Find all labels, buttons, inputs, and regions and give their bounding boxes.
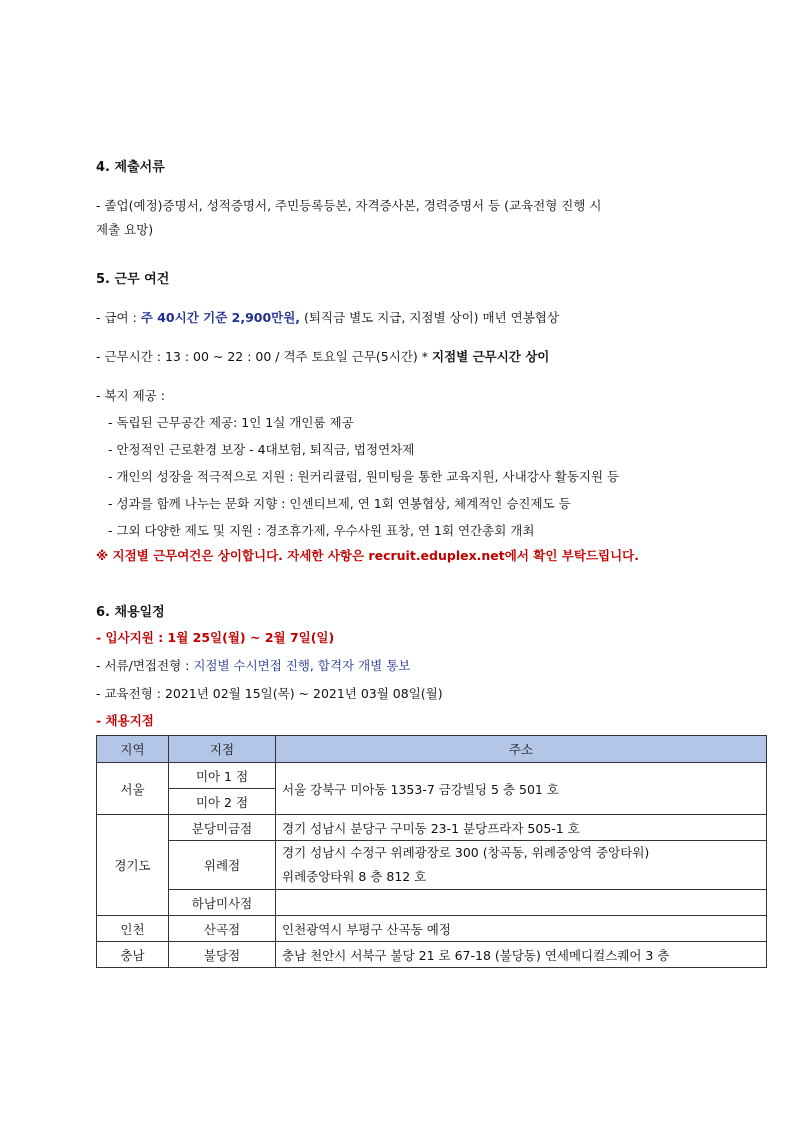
documents-line-2: 제출 요망) xyxy=(96,222,154,237)
work-conditions-notice: ※ 지점별 근무여건은 상이합니다. 자세한 사항은 recruit.eduplex.net에서 확인 부탁드립니다. xyxy=(96,548,639,563)
screening-prefix: - 서류/면접전형 : xyxy=(96,658,194,673)
address-line: 위례중앙타워 8 층 812 호 xyxy=(282,869,427,884)
table-row xyxy=(97,763,767,789)
branches-title: - 채용지점 xyxy=(96,713,154,728)
table-row xyxy=(97,890,767,916)
table-row xyxy=(97,916,767,942)
address-cell: 충남 천안시 서북구 불당 21 로 67-18 (불당동) 연세메디컬스퀘어 3 층 xyxy=(276,942,767,968)
pay-amount: 주 40시간 기준 2,900만원, xyxy=(140,310,301,325)
branch-cell: 분당미금점 xyxy=(169,815,276,841)
welfare-item: - 그외 다양한 제도 및 지원 : 경조휴가제, 우수사원 표창, 연 1회 연간총회 개최 xyxy=(108,523,535,538)
table-row xyxy=(97,815,767,841)
welfare-title: - 복지 제공 : xyxy=(96,388,165,403)
header-branch: 지점 xyxy=(169,736,276,763)
address-cell: 서울 강북구 미아동 1353-7 금강빌딩 5 층 501 호 xyxy=(276,763,767,815)
address-line: 경기 성남시 수정구 위례광장로 300 (창곡동, 위례중앙역 중앙타워) xyxy=(282,845,650,860)
pay-rest: (퇴직금 별도 지급, 지점별 상이) 매년 연봉협상 xyxy=(300,310,559,325)
branch-cell: 미아 2 점 xyxy=(169,789,276,815)
address-cell: 경기 성남시 분당구 구미동 23-1 분당프라자 505-1 호 xyxy=(276,815,767,841)
table-row xyxy=(97,841,767,890)
region-cell: 서울 xyxy=(97,763,169,815)
pay-line xyxy=(96,308,559,326)
address-cell xyxy=(276,841,767,890)
address-cell xyxy=(276,890,767,916)
table-header-row xyxy=(97,736,767,763)
screening-detail: 지점별 수시면접 진행, 합격자 개별 통보 xyxy=(193,658,411,673)
region-cell: 충남 xyxy=(97,942,169,968)
branches-table xyxy=(96,735,767,968)
region-cell: 인천 xyxy=(97,916,169,942)
hours-line xyxy=(96,347,549,365)
welfare-item: - 성과를 함께 나누는 문화 지향 : 인센티브제, 연 1회 연봉협상, 체계적인 승진제도 등 xyxy=(108,496,571,511)
documents-line-1: - 졸업(예정)증명서, 성적증명서, 주민등록등본, 자격증사본, 경력증명서 등 (교육전형 진행 시 xyxy=(96,198,602,213)
address-cell: 인천광역시 부평구 산곡동 예정 xyxy=(276,916,767,942)
section-4-title: 4. 제출서류 xyxy=(96,160,165,175)
branch-cell: 하남미사점 xyxy=(169,890,276,916)
section-5-title: 5. 근무 여건 xyxy=(96,272,170,287)
header-address: 주소 xyxy=(276,736,767,763)
welfare-item: - 독립된 근무공간 제공: 1인 1실 개인룸 제공 xyxy=(108,415,354,430)
training-period: - 교육전형 : 2021년 02월 15일(목) ~ 2021년 03월 08일(월) xyxy=(96,686,443,701)
welfare-item: - 개인의 성장을 적극적으로 지원 : 원커리큘럼, 원미팅을 통한 교육지원, 사내강사 활동지원 등 xyxy=(108,469,620,484)
screening-line xyxy=(96,656,410,674)
branch-cell: 위례점 xyxy=(169,841,276,890)
welfare-item: - 안정적인 근로환경 보장 - 4대보험, 퇴직금, 법정연차제 xyxy=(108,442,415,457)
hours-text: - 근무시간 : 13 : 00 ~ 22 : 00 / 격주 토요일 근무(5시간) * xyxy=(96,349,432,364)
hours-note: 지점별 근무시간 상이 xyxy=(432,349,550,364)
apply-period: - 입사지원 : 1월 25일(월) ~ 2월 7일(일) xyxy=(96,630,335,645)
header-region: 지역 xyxy=(97,736,169,763)
branch-cell: 불당점 xyxy=(169,942,276,968)
table-row xyxy=(97,942,767,968)
section-6-title: 6. 채용일정 xyxy=(96,605,165,620)
pay-prefix: - 급여 : xyxy=(96,310,141,325)
region-cell: 경기도 xyxy=(97,815,169,916)
branch-cell: 미아 1 점 xyxy=(169,763,276,789)
branch-cell: 산곡점 xyxy=(169,916,276,942)
